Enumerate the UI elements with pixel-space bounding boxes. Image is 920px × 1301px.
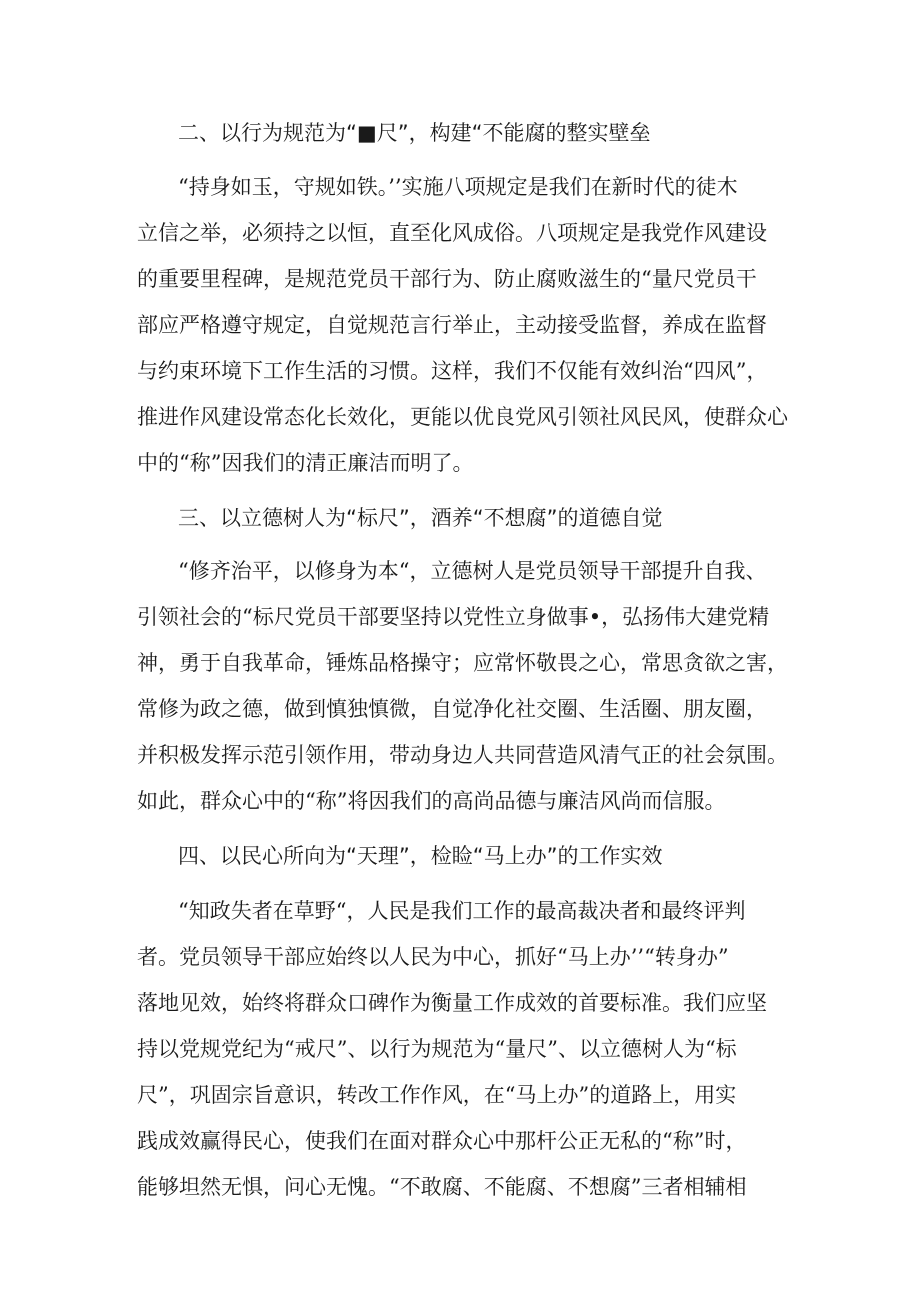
section-2-line-5: 与约束环境下工作生活的习惯。这样，我们不仅能有效纠治“四风”， [137, 359, 768, 383]
section-3-heading: 三、以立德树人为“标尺”，酒养“不想腐”的道德自觉 [178, 506, 663, 530]
section-2-line-6: 推进作风建设常态化长效化，更能以优良党风引领社风民风，使群众心 [137, 405, 788, 429]
section-4-heading: 四、以民心所向为“天理”，检睑“马上办”的工作实效 [178, 844, 663, 868]
section-3-line-3: 神，勇于自我革命，锤炼品格操守；应常怀敬畏之心，常思贪欲之害， [137, 651, 788, 675]
section-4-line-6: 践成效赢得民心，使我们在面对群众心中那杆公正无私的“称”时， [137, 1129, 747, 1153]
section-2-line-2: 立信之举，必须持之以恒，直至化风成俗。八项规定是我党作风建设 [137, 221, 767, 245]
section-3-line-4: 常修为政之德，做到慎独慎微，自觉净化社交圈、生活圈、朋友圈， [137, 697, 767, 721]
section-4-line-7: 能够坦然无惧，问心无愧。“不敢腐、不能腐、不想腐”三者相辅相 [137, 1175, 747, 1199]
section-3-line-2: 引领社会的“标尺党员干部要坚持以党性立身做事•，弘扬伟大建党精 [137, 605, 770, 629]
section-4-line-2: 者。党员领导干部应始终以人民为中心，抓好“马上办’’“转身办” [137, 945, 729, 969]
section-4-line-3: 落地见效，始终将群众口碑作为衡量工作成效的首要标准。我们应坚 [137, 991, 767, 1015]
section-4-line-1: “知政失者在草野“，人民是我们工作的最高裁决者和最终评判 [178, 899, 746, 923]
section-2-line-3: 的重要里程碑，是规范党员干部行为、防止腐败滋生的“量尺党员干 [137, 267, 757, 291]
section-4-line-5: 尺”，巩固宗旨意识，转改工作作风，在“马上办”的道路上，用实 [137, 1083, 737, 1107]
section-2-line-4: 部应严格遵守规定，自觉规范言行举止，主动接受监督，养成在监督 [137, 313, 767, 337]
section-3-line-6: 如此，群众心中的“称”将因我们的高尚品德与廉洁风尚而信服。 [137, 789, 726, 813]
section-3-line-1: “修齐治平，以修身为本“，立德树人是党员领导干部提升自我、 [178, 559, 767, 583]
section-3-line-5: 并积极发挥示范引领作用，带动身边人共同营造风清气正的社会氛围。 [137, 743, 788, 767]
section-2-heading: 二、以行为规范为“■尺”，构建“不能腐的整实壁垒 [178, 121, 651, 145]
section-2-line-1: “持身如玉，守规如铁。’’实施八项规定是我们在新时代的徒木 [178, 175, 738, 199]
section-2-line-7: 中的“称”因我们的清正廉洁而明了。 [137, 451, 474, 475]
section-4-line-4: 持以党规党纪为“戒尺”、以行为规范为“量尺”、以立德树人为“标 [137, 1037, 737, 1061]
